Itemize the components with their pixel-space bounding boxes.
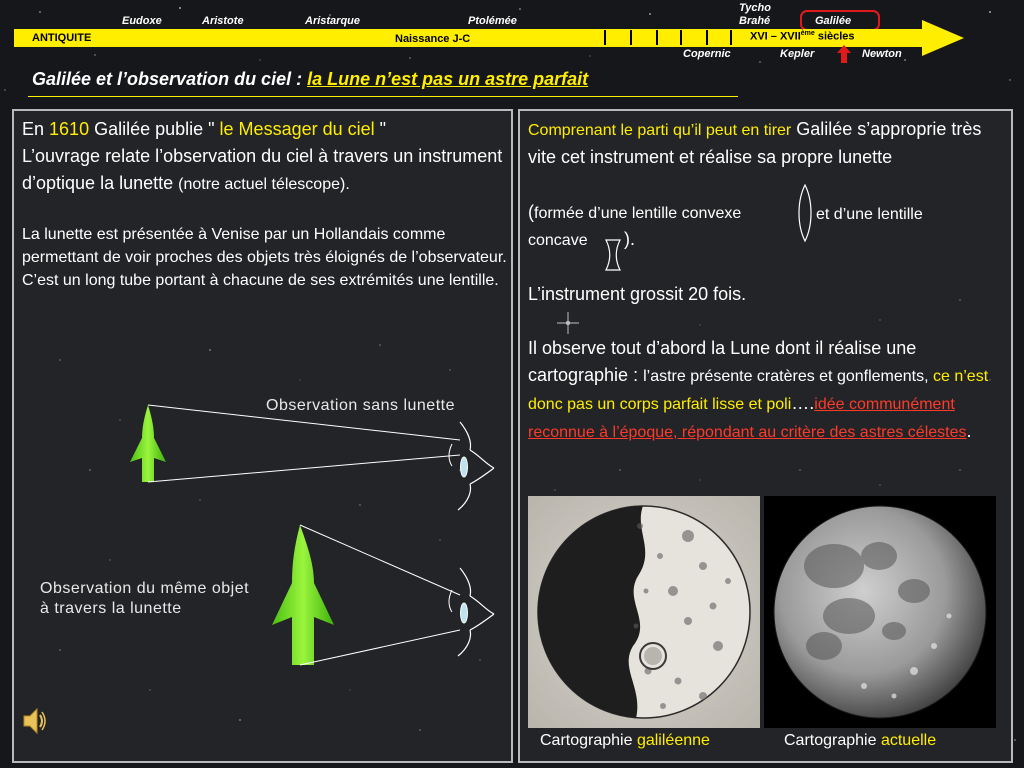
up-arrow-icon bbox=[836, 44, 852, 64]
convex-lens-icon bbox=[797, 183, 813, 243]
timeline-divider bbox=[730, 30, 732, 45]
concave-lens-icon bbox=[604, 238, 622, 272]
timeline-name-aristote: Aristote bbox=[202, 15, 244, 27]
right-magnification-text: L’instrument grossit 20 fois. bbox=[528, 284, 747, 304]
timeline-name-newton: Newton bbox=[862, 48, 902, 60]
diagram-label-with-telescope: Observation du même objet à travers la lunette bbox=[40, 580, 250, 617]
timeline-period-box bbox=[654, 30, 682, 45]
timeline-name-ptolemee: Ptolémée bbox=[468, 15, 517, 27]
eye-icon bbox=[449, 422, 494, 510]
object-icon bbox=[130, 405, 166, 482]
timeline-birth-label: Naissance J-C bbox=[395, 33, 471, 45]
timeline-antiquity-label: ANTIQUITE bbox=[32, 32, 92, 44]
galilean-moon-drawing bbox=[528, 496, 760, 728]
timeline-name-aristarque: Aristarque bbox=[305, 15, 361, 27]
speaker-icon[interactable] bbox=[22, 706, 48, 736]
right-moon-observation-text: Il observe tout d’abord la Lune dont il réalise une cartographie : l’astre présente cratères et gonflements, ce n’est donc pas un corps parfait lisse et poli….idée communément reconnue à l’époque, répondant au critère des astres célestes. bbox=[528, 338, 989, 441]
right-lens-and: et d’une lentille bbox=[816, 206, 923, 223]
right-lens-close: ). bbox=[624, 229, 635, 249]
caption-modern: Cartographie actuelle bbox=[784, 732, 937, 749]
timeline-name-eudoxe: Eudoxe bbox=[122, 15, 162, 27]
timeline-arrow-head bbox=[922, 20, 964, 56]
eye-icon bbox=[449, 568, 494, 656]
timeline-divider bbox=[656, 30, 658, 45]
object-icon bbox=[272, 525, 334, 665]
left-intro-text: En 1610 Galilée publie " le Messager du ciel " L’ouvrage relate l’observation du ciel à travers un instrument d’optique la lunette (notre actuel télescope). bbox=[22, 119, 503, 193]
timeline-divider bbox=[630, 30, 632, 45]
timeline-name-copernic: Copernic bbox=[683, 48, 731, 60]
right-lens-line-1: (formée d’une lentille convexe bbox=[528, 202, 742, 222]
timeline-name-galilee: Galilée bbox=[815, 15, 852, 27]
timeline-divider bbox=[706, 30, 708, 45]
title-underline bbox=[28, 96, 738, 97]
right-lens-concave: concave bbox=[528, 232, 588, 249]
timeline-name-kepler: Kepler bbox=[780, 48, 815, 60]
left-description-text: La lunette est présentée à Venise par un Hollandais comme permettant de voir proches des objets très éloignés de l’observateur. C’est un long tube portant à chacune de ses extrémités une lentille. bbox=[22, 226, 507, 289]
timeline-divider bbox=[680, 30, 682, 45]
slide-title: Galilée et l’observation du ciel : la Lune n’est pas un astre parfait bbox=[32, 69, 589, 89]
right-lunette-text: Comprenant le parti qu’il peut en tirer Galilée s’approprie très vite cet instrument et réalise sa propre lunette bbox=[528, 119, 982, 167]
timeline-name-tycho: Tycho bbox=[739, 2, 771, 14]
timeline-name-brahe: Brahé bbox=[739, 15, 771, 27]
timeline-highlight-ring bbox=[800, 10, 880, 31]
modern-moon-photo bbox=[764, 496, 996, 728]
observation-diagram bbox=[120, 400, 510, 670]
timeline-period-box bbox=[706, 30, 732, 45]
caption-galilean: Cartographie galiléenne bbox=[540, 732, 710, 749]
timeline-period-box bbox=[604, 30, 632, 45]
diagram-label-without-telescope: Observation sans lunette bbox=[266, 397, 455, 414]
timeline-century-label: XVI – XVIIème siècles bbox=[750, 30, 855, 43]
